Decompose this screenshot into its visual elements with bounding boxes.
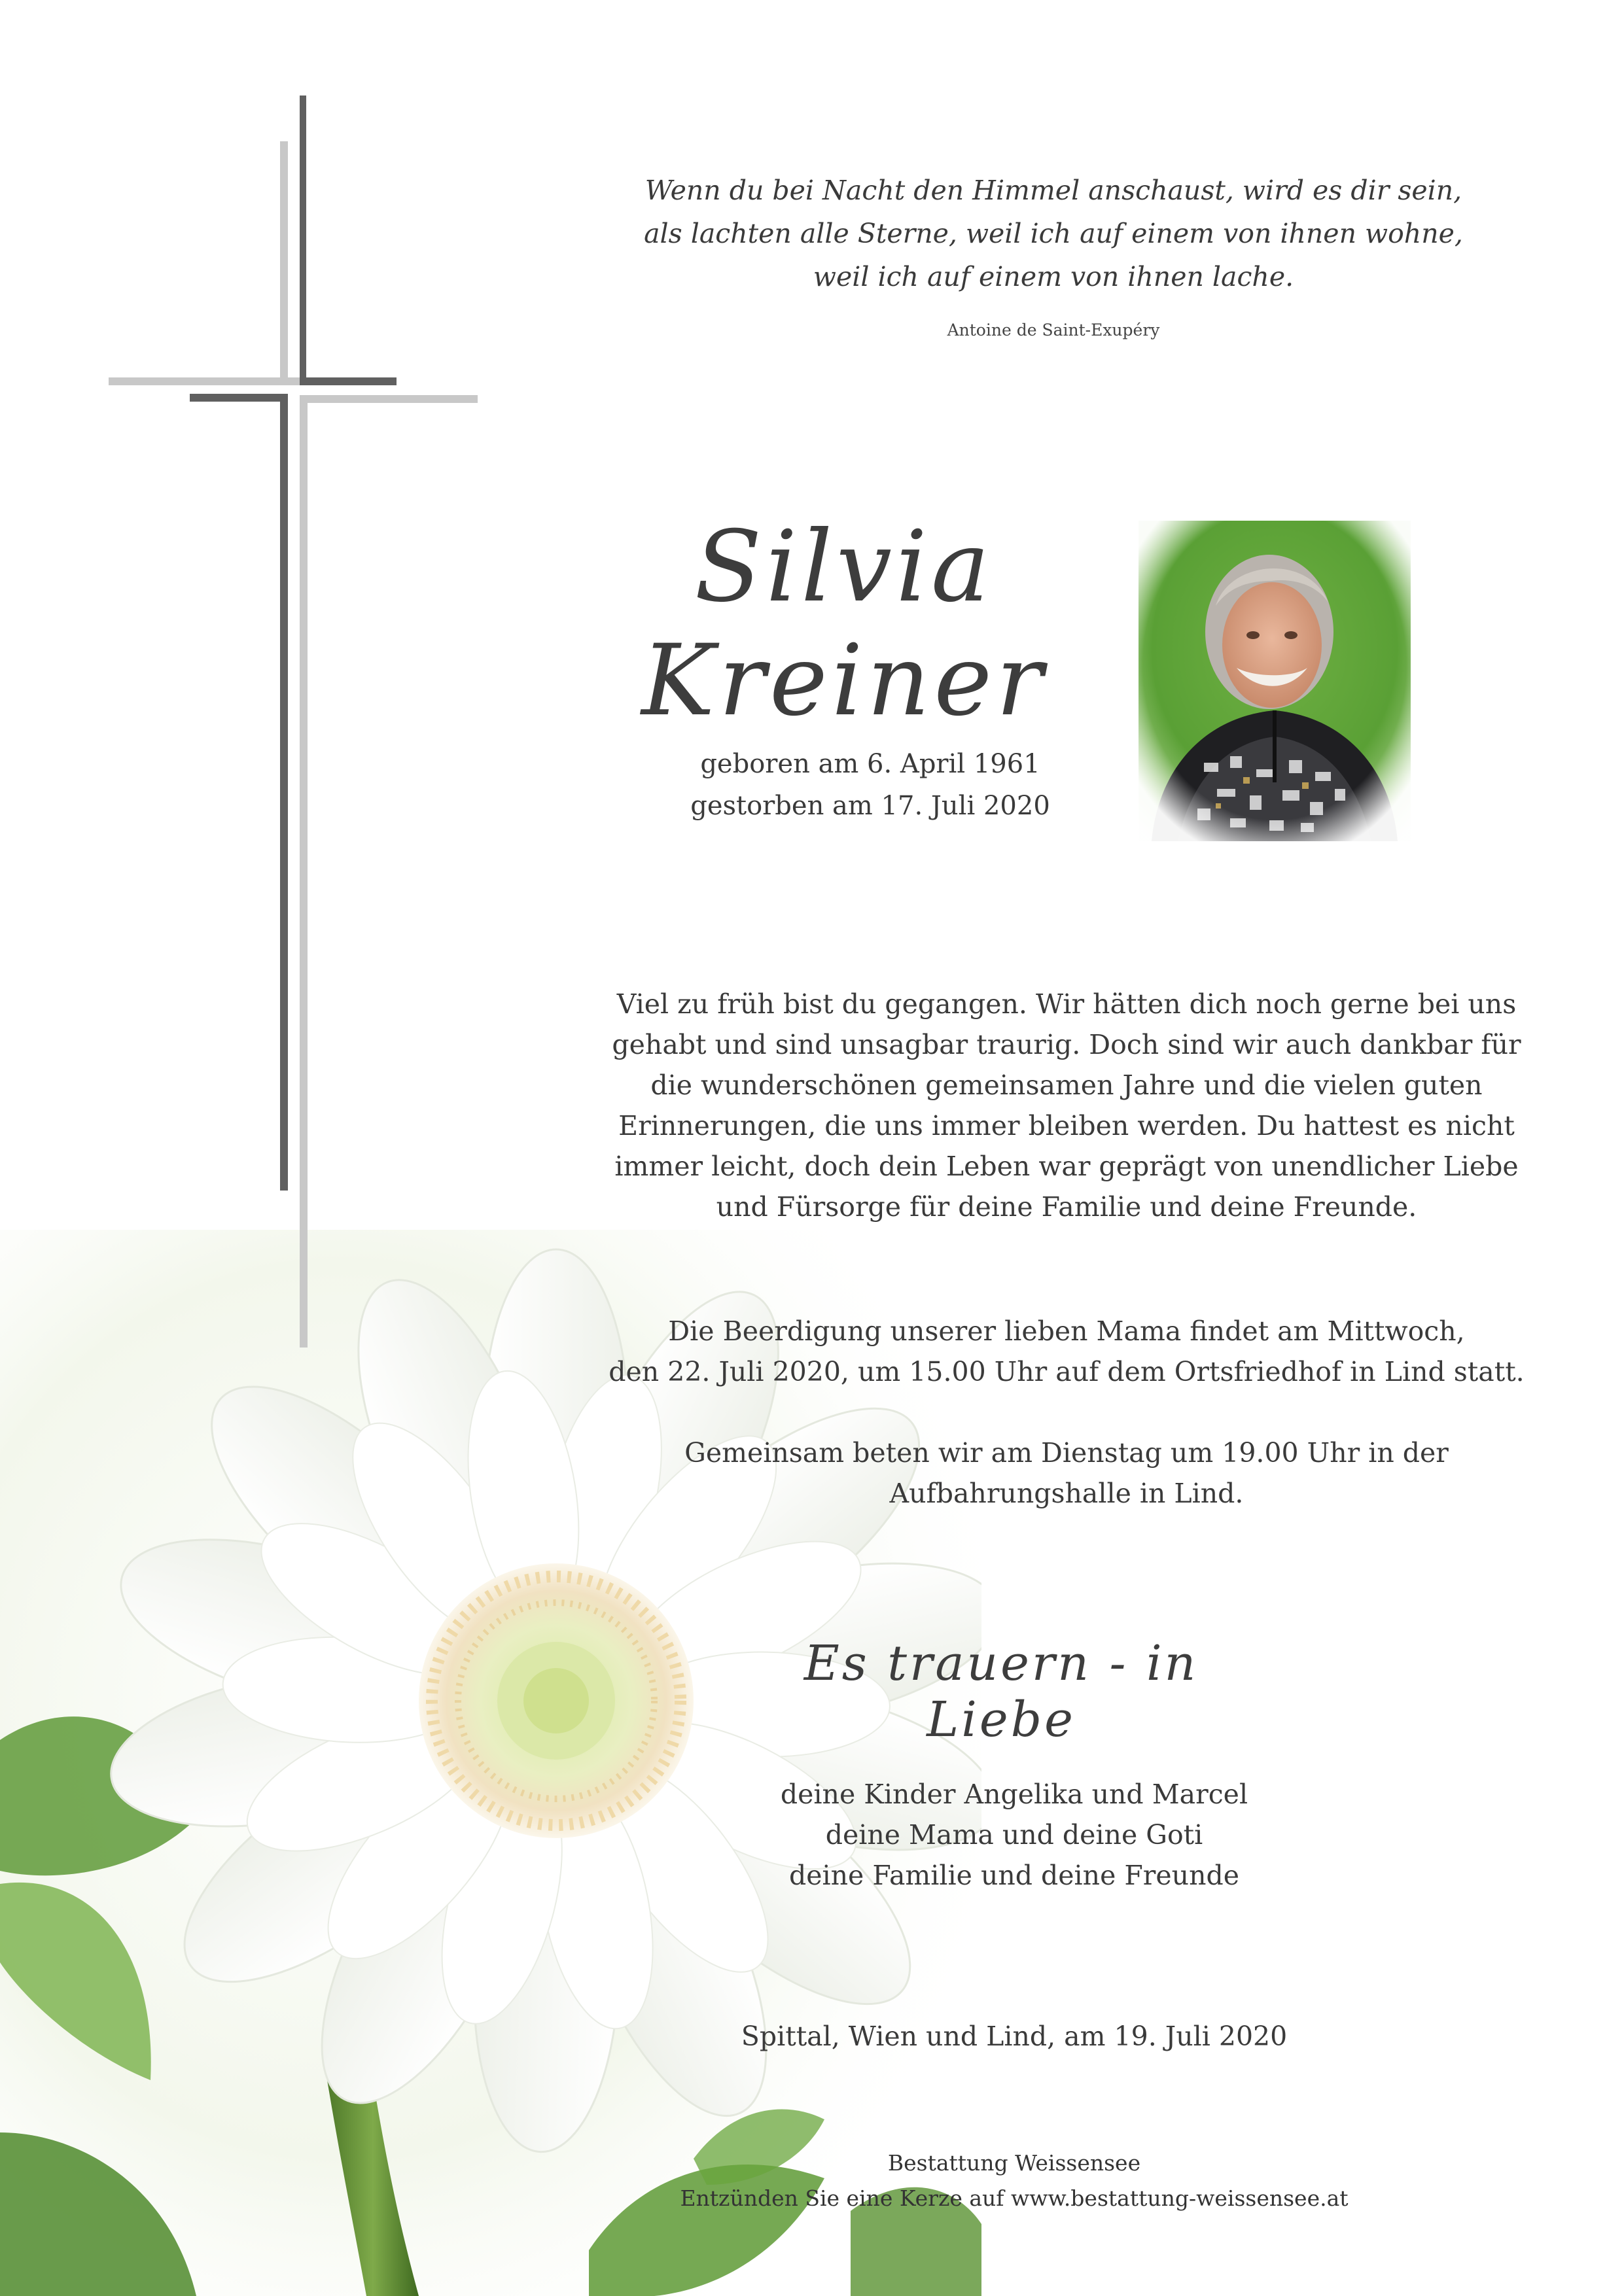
candle-link-text[interactable]: Entzünden Sie eine Kerze auf www.bestattung-weissensee.at xyxy=(680,2185,1349,2211)
mourner-line: deine Mama und deine Goti xyxy=(825,1819,1203,1851)
prayer-line: Gemeinsam beten wir am Dienstag um 19.00 Uhr in der xyxy=(684,1437,1449,1469)
mourner-line: deine Familie und deine Freunde xyxy=(789,1860,1239,1891)
portrait-photo xyxy=(1139,521,1411,841)
quote-line: weil ich auf einem von ihnen lache. xyxy=(813,261,1294,292)
death-date: gestorben am 17. Juli 2020 xyxy=(690,791,1050,821)
tribute-line: immer leicht, doch dein Leben war geprägt von unendlicher Liebe xyxy=(614,1151,1519,1182)
quote-author: Antoine de Saint-Exupéry xyxy=(947,321,1160,339)
undertaker-name: Bestattung Weissensee xyxy=(887,2150,1141,2176)
life-dates xyxy=(609,743,1132,827)
place-and-date: Spittal, Wien und Lind, am 19. Juli 2020 xyxy=(741,2021,1288,2052)
funeral-info xyxy=(537,1311,1597,1392)
undertaker-info xyxy=(589,2146,1439,2216)
mourner-line: deine Kinder Angelika und Marcel xyxy=(780,1779,1248,1810)
tribute-line: Viel zu früh bist du gegangen. Wir hätten dich noch gerne bei uns xyxy=(616,988,1517,1020)
mourning-title: Es trauern - in Liebe xyxy=(803,1635,1199,1748)
quote-text xyxy=(497,169,1610,298)
tribute-line: die wunderschönen gemeinsamen Jahre und die vielen guten xyxy=(650,1070,1483,1101)
cross-horizontal-light-lower xyxy=(300,395,478,403)
cross-horizontal-dark-left xyxy=(190,394,288,402)
tribute-line: gehabt und sind unsagbar traurig. Doch sind wir auch dankbar für xyxy=(612,1029,1521,1060)
quote-line: als lachten alle Sterne, weil ich auf einem von ihnen wohne, xyxy=(644,218,1463,249)
funeral-line: Die Beerdigung unserer lieben Mama findet am Mittwoch, xyxy=(668,1315,1465,1347)
prayer-line: Aufbahrungshalle in Lind. xyxy=(889,1478,1244,1509)
cross-horizontal-dark-right xyxy=(300,377,397,385)
tribute-text xyxy=(537,984,1597,1227)
cross-vertical-dark-bottom xyxy=(280,402,288,1191)
cross-vertical-light-bottom xyxy=(300,402,308,1348)
tribute-line: und Fürsorge für deine Familie und deine Freunde. xyxy=(716,1191,1417,1223)
tribute-line: Erinnerungen, die uns immer bleiben werden. Du hattest es nicht xyxy=(618,1110,1515,1141)
cross-vertical-light-top xyxy=(280,141,288,383)
cross-vertical-dark-top xyxy=(300,96,306,383)
deceased-name: Silvia Kreiner xyxy=(641,510,1047,738)
prayer-info xyxy=(537,1433,1597,1514)
mourners-list xyxy=(654,1774,1374,1896)
quote-line: Wenn du bei Nacht den Himmel anschaust, wird es dir sein, xyxy=(644,175,1462,206)
birth-date: geboren am 6. April 1961 xyxy=(700,749,1040,779)
funeral-line: den 22. Juli 2020, um 15.00 Uhr auf dem Ortsfriedhof in Lind statt. xyxy=(609,1356,1525,1387)
